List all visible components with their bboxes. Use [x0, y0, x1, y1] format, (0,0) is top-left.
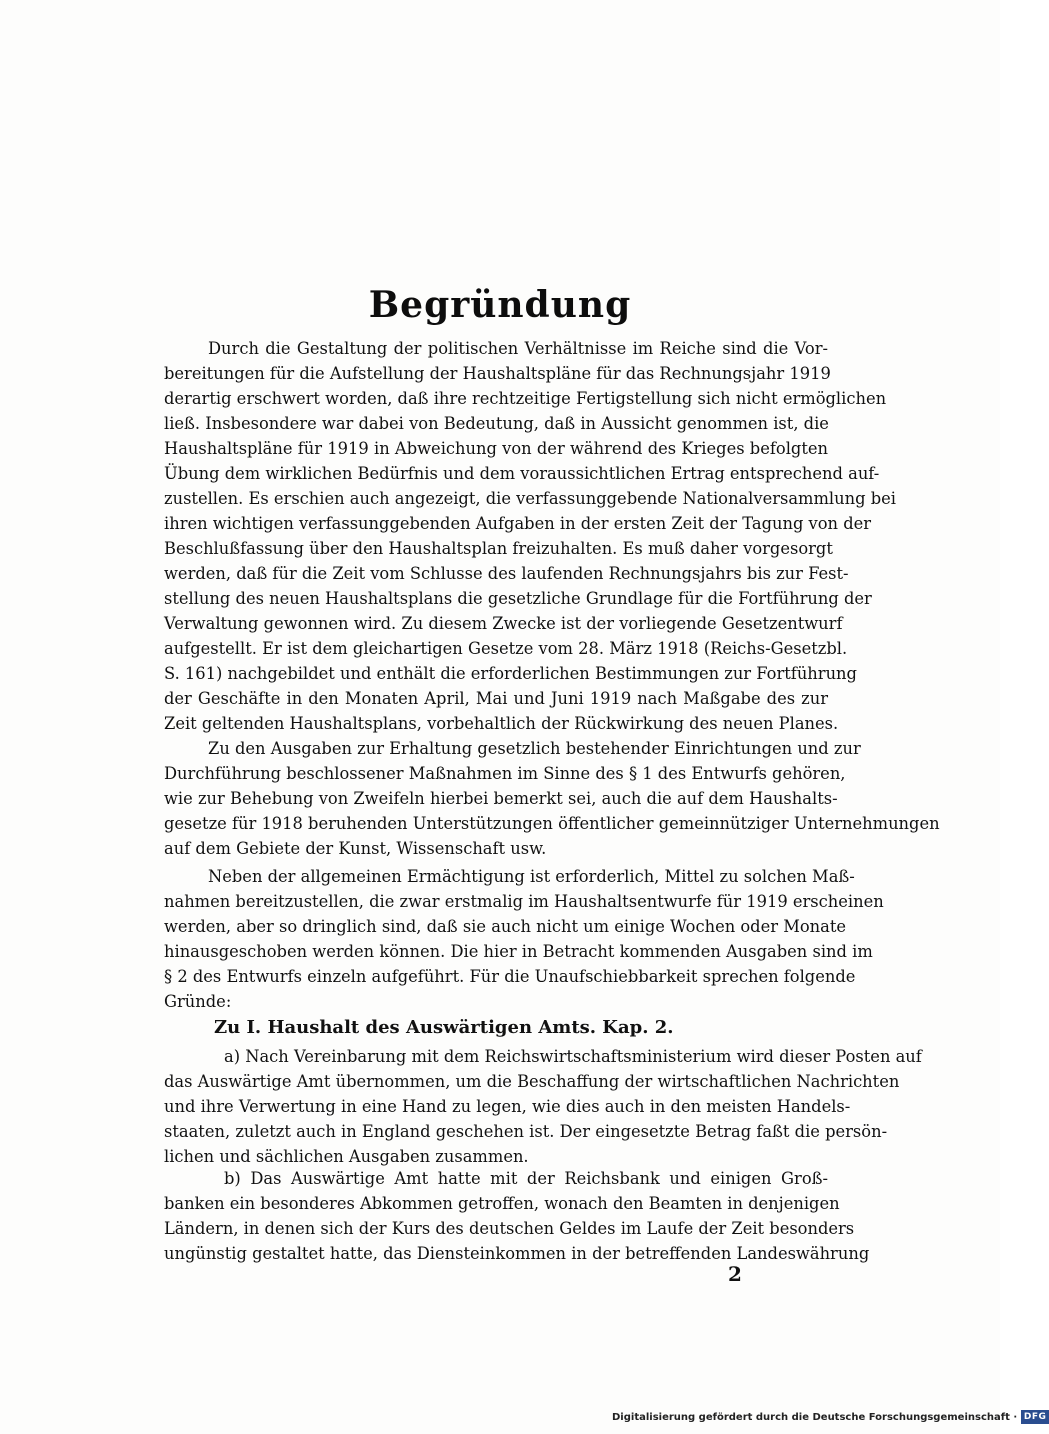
text-line: Ländern, in denen sich der Kurs des deutschen Geldes im Laufe der Zeit besonders	[164, 1219, 855, 1238]
text-line: a) Nach Vereinbarung mit dem Reichswirtschaftsministerium wird dieser Posten auf	[224, 1047, 922, 1066]
section-heading-block	[164, 1014, 828, 1042]
text-line: Zeit geltenden Haushaltsplans, vorbehaltlich der Rückwirkung des neuen Planes.	[164, 714, 839, 733]
text-line: Zu den Ausgaben zur Erhaltung gesetzlich bestehender Einrichtungen und zur	[208, 739, 861, 758]
text-line: wie zur Behebung von Zweifeln hierbei bemerkt sei, auch die auf dem Haushalts-	[164, 789, 838, 808]
text-line: ungünstig gestaltet hatte, das Diensteinkommen in der betreffenden Landeswährung	[164, 1244, 870, 1263]
paragraph-intro	[164, 336, 896, 736]
text-line: zustellen. Es erschien auch angezeigt, die verfassunggebende Nationalversammlung bei	[164, 489, 896, 508]
paragraph-authorization	[164, 864, 884, 1014]
dfg-logo-icon: DFG	[1021, 1410, 1049, 1424]
page-number: 2	[728, 1262, 742, 1286]
footer-credit	[612, 1408, 1049, 1426]
text-line: werden, aber so dringlich sind, daß sie auch nicht um einige Wochen oder Monate	[164, 917, 847, 936]
text-line: und ihre Verwertung in eine Hand zu legen, wie dies auch in den meisten Handels-	[164, 1097, 851, 1116]
text-line: Neben der allgemeinen Ermächtigung ist erforderlich, Mittel zu solchen Maß-	[208, 867, 855, 886]
page-title: Begründung	[368, 284, 632, 326]
text-line: ihren wichtigen verfassunggebenden Aufgaben in der ersten Zeit der Tagung von der	[164, 514, 872, 533]
text-line: der Geschäfte in den Monaten April, Mai und Juni 1919 nach Maßgabe des zur	[164, 689, 828, 708]
text-line: stellung des neuen Haushaltsplans die gesetzliche Grundlage für die Fortführung der	[164, 589, 872, 608]
text-line: Gründe:	[164, 992, 232, 1011]
text-line: ließ. Insbesondere war dabei von Bedeutung, daß in Aussicht genommen ist, die	[164, 414, 829, 433]
text-line: Durchführung beschlossener Maßnahmen im Sinne des § 1 des Entwurfs gehören,	[164, 764, 846, 783]
footer-text: Digitalisierung gefördert durch die Deutsche Forschungsgemeinschaft ·	[612, 1411, 1018, 1423]
text-line: § 2 des Entwurfs einzeln aufgeführt. Für die Unaufschiebbarkeit sprechen folgende	[164, 967, 856, 986]
section-heading: Zu I. Haushalt des Auswärtigen Amts. Kap. 2.	[214, 1017, 674, 1038]
text-line: Durch die Gestaltung der politischen Verhältnisse im Reiche sind die Vor-	[208, 339, 828, 358]
text-line: staaten, zuletzt auch in England geschehen ist. Der eingesetzte Betrag faßt die persön-	[164, 1122, 888, 1141]
text-line: gesetze für 1918 beruhenden Unterstützungen öffentlicher gemeinnütziger Unternehmungen	[164, 814, 940, 833]
text-line: b) Das Auswärtige Amt hatte mit der Reichsbank und einigen Groß-	[224, 1169, 828, 1188]
text-line: auf dem Gebiete der Kunst, Wissenschaft usw.	[164, 839, 547, 858]
paragraph-b	[164, 1166, 870, 1266]
text-line: Übung dem wirklichen Bedürfnis und dem voraussichtlichen Ertrag entsprechend auf-	[164, 464, 880, 483]
text-line: hinausgeschoben werden können. Die hier in Betracht kommenden Ausgaben sind im	[164, 942, 873, 961]
text-line: banken ein besonderes Abkommen getroffen, wonach den Beamten in denjenigen	[164, 1194, 840, 1213]
text-line: lichen und sächlichen Ausgaben zusammen.	[164, 1147, 529, 1166]
text-line: bereitungen für die Aufstellung der Haushaltspläne für das Rechnungsjahr 1919	[164, 364, 831, 383]
text-line: derartig erschwert worden, daß ihre rechtzeitige Fertigstellung sich nicht ermöglichen	[164, 389, 887, 408]
text-line: Beschlußfassung über den Haushaltsplan freizuhalten. Es muß daher vorgesorgt	[164, 539, 833, 558]
text-line: S. 161) nachgebildet und enthält die erforderlichen Bestimmungen zur Fortführung	[164, 664, 857, 683]
paragraph-expenses	[164, 736, 940, 861]
text-line: werden, daß für die Zeit vom Schlusse des laufenden Rechnungsjahrs bis zur Fest-	[164, 564, 849, 583]
paragraph-a	[164, 1044, 922, 1169]
text-line: Haushaltspläne für 1919 in Abweichung von der während des Krieges befolgten	[164, 439, 828, 458]
text-line: nahmen bereitzustellen, die zwar erstmalig im Haushaltsentwurfe für 1919 erscheinen	[164, 892, 884, 911]
text-line: das Auswärtige Amt übernommen, um die Beschaffung der wirtschaftlichen Nachrichten	[164, 1072, 900, 1091]
text-line: aufgestellt. Er ist dem gleichartigen Gesetze vom 28. März 1918 (Reichs-Gesetzbl.	[164, 639, 848, 658]
text-line: Verwaltung gewonnen wird. Zu diesem Zwecke ist der vorliegende Gesetzentwurf	[164, 614, 843, 633]
